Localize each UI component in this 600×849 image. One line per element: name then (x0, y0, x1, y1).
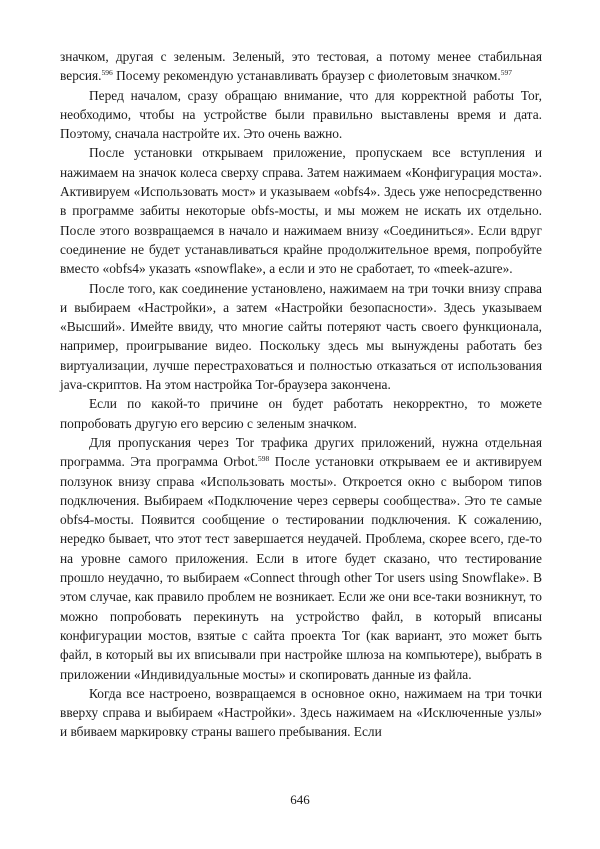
paragraph-text: Если по какой-то причине он будет работать некорректно, то можете попробовать другую его версию с зеленым значком. (60, 396, 542, 431)
paragraph-text: Когда все настроено, возвращаемся в основное окно, нажимаем на три точки вверху справа и выбираем «Настройки». Здесь нажимаем на «Исключенные узлы» и вбиваем маркировку страны вашего пребывания. Если (60, 685, 542, 740)
paragraph-text: После установки открываем приложение, пропускаем все вступления и нажимаем на значок колеса сверху справа. Затем нажимаем «Конфигурация моста». Активируем «Использовать мост» и указываем «obfs4». Здесь уже непосредственно в программе забиты некоторые obfs-мосты, и мы можем не искать их отдельно. После этого возвращаемся в начало и нажимаем внизу «Соединиться». Если вдруг соединение не будет устанавливаться крайне продолжительное время, попробуйте вместо «obfs4» указать «snowflake», а если и это не сработает, то «meek-azure». (60, 145, 542, 277)
paragraph-text: Посему рекомендую устанавливать браузер с фиолетовым значком. (112, 68, 501, 84)
paragraph-p6 (60, 433, 542, 684)
paragraph-p5 (60, 394, 542, 433)
paragraph-p1 (60, 47, 542, 86)
footnote-ref[interactable]: 598 (258, 454, 270, 464)
paragraph-p3 (60, 143, 542, 278)
page-number: 646 (290, 792, 310, 807)
footnote-ref[interactable]: 597 (500, 68, 512, 78)
page-body (60, 47, 542, 742)
paragraph-p7 (60, 684, 542, 742)
paragraph-text: После того, как соединение установлено, нажимаем на три точки внизу справа и выбираем «Настройки», а затем «Настройки безопасности». Здесь указываем «Высший». Имейте ввиду, что многие сайты потеряют часть своего функционала, например, проигрывание видео. Поскольку здесь мы вынуждены работать без виртуализации, лучше перестраховаться и полностью отказаться от использования java-скриптов. На этом настройка Tor-браузера закончена. (60, 280, 542, 393)
paragraph-text: Перед началом, сразу обращаю внимание, что для корректной работы Tor, необходимо, чтобы на устройстве были правильно выставлены время и дата. Поэтому, сначала настройте их. Это очень важно. (60, 87, 542, 142)
paragraph-text: После установки открываем ее и активируем ползунок внизу справа «Использовать мосты». Откроется окно с выбором типов подключения. Выбираем «Подключение через серверы сообщества». Это те самые obfs4-мосты. Появится сообщение о тестировании подключения. К сожалению, нередко бывает, что этот тест завершается неудачей. Проблема, скорее всего, где-то на уровне самого приложения. Если в итоге будет сказано, что тестирование прошло неудачно, то выбираем «Connect through other Tor users using Snowflake». В этом случае, как правило проблем не возникает. Если же они все-таки возникнут, то можно попробовать перекинуть на устройство файл, в который вписаны конфигурации мостов, взятые с сайта проекта Tor (как вариант, это может быть файл, в который вы их вписывали при настройке шлюза на компьютере), выбрать в приложении «Индивидуальные мосты» и скопировать данные из файла. (60, 454, 542, 682)
paragraph-p2 (60, 86, 542, 144)
paragraph-text: значком, другая с зеленым. Зеленый, это тестовая, а потому менее стабильная версия. (60, 49, 542, 84)
paragraph-text: Для пропускания через Tor трафика других приложений, нужна отдельная программа. Эта программа Orbot. (60, 434, 542, 470)
paragraph-p4 (60, 279, 542, 395)
footnote-ref[interactable]: 596 (101, 68, 113, 78)
